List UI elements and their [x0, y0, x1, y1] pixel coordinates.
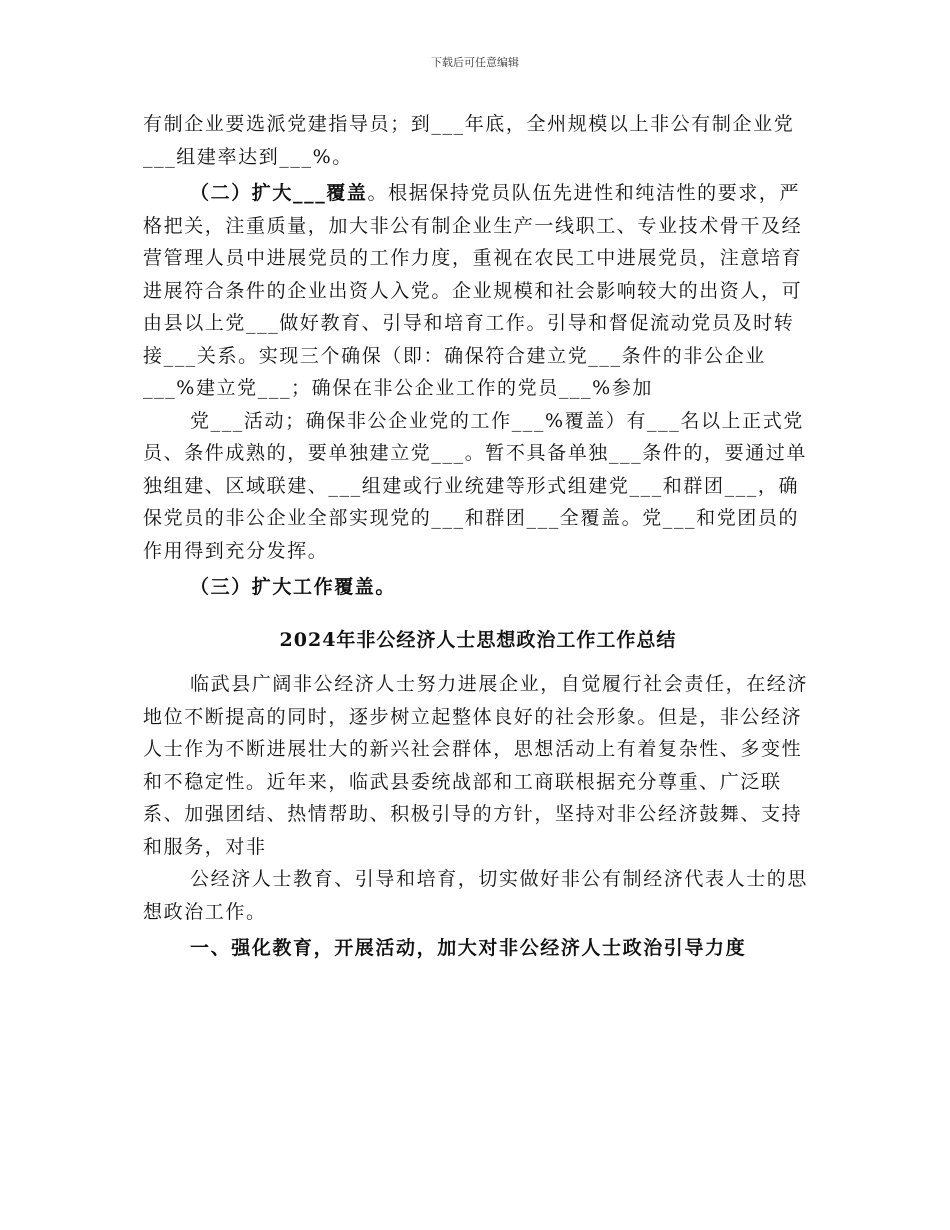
- paragraph-2-body: 。根据保持党员队伍先进性和纯洁性的要求，严格把关，注重质量，加大非公有制企业生产一线职工、专业技术骨干及经营管理人员中进展党员的工作力度，重视在农民工中进展党员，注意培育进展符合条件的企业出资人入党。企业规模和社会影响较大的出资人，可由县以上党___做好教育、引导和培育工作。引导和督促流动党员及时转接___关系。实现三个确保（即：确保符合建立党___条件的非公企业___%建立党___；确保在非公企业工作的党员___%参加: [143, 182, 803, 399]
- section-heading-3: （三）扩大工作覆盖。: [190, 576, 397, 598]
- section-heading-1: 一、强化教育，开展活动，加大对非公经济人士政治引导力度: [190, 937, 747, 959]
- document-title: 2024年非公经济人士思想政治工作工作总结: [279, 628, 677, 651]
- section-heading-2: （二）扩大___覆盖: [190, 182, 368, 204]
- paragraph-1: 有制企业要选派党建指导员；到___年底，全州规模以上非公有制企业党___组建率达到___%。: [143, 113, 795, 168]
- paragraph-5: 临武县广阔非公经济人士努力进展企业，自觉履行社会责任，在经济地位不断提高的同时，逐步树立起整体良好的社会形象。但是，非公经济人士作为不断进展壮大的新兴社会群体，思想活动上有着复杂性、多变性和不稳定性。近年来，临武县委统战部和工商联根据充分尊重、广泛联系、加强团结、热情帮助、积极引导的方针，坚持对非公经济鼓舞、支持和服务，对非: [143, 673, 809, 858]
- paragraph-3: 党___活动；确保非公企业党的工作___%覆盖）有___名以上正式党员、条件成熟的，要单独建立党___。暂不具备单独___条件的，要通过单独组建、区域联建、___组建或行业统建等形式组建党___和群团___，确保党员的非公企业全部实现党的___和群团___全覆盖。党___和党团员的作用得到充分发挥。: [143, 409, 808, 562]
- document-body: [143, 108, 813, 965]
- page-header: 下载后可任意编辑: [431, 56, 519, 69]
- paragraph-6: 公经济人士教育、引导和培育，切实做好非公有制经济代表人士的思想政治工作。: [143, 868, 809, 923]
- paragraph-2: [143, 177, 813, 405]
